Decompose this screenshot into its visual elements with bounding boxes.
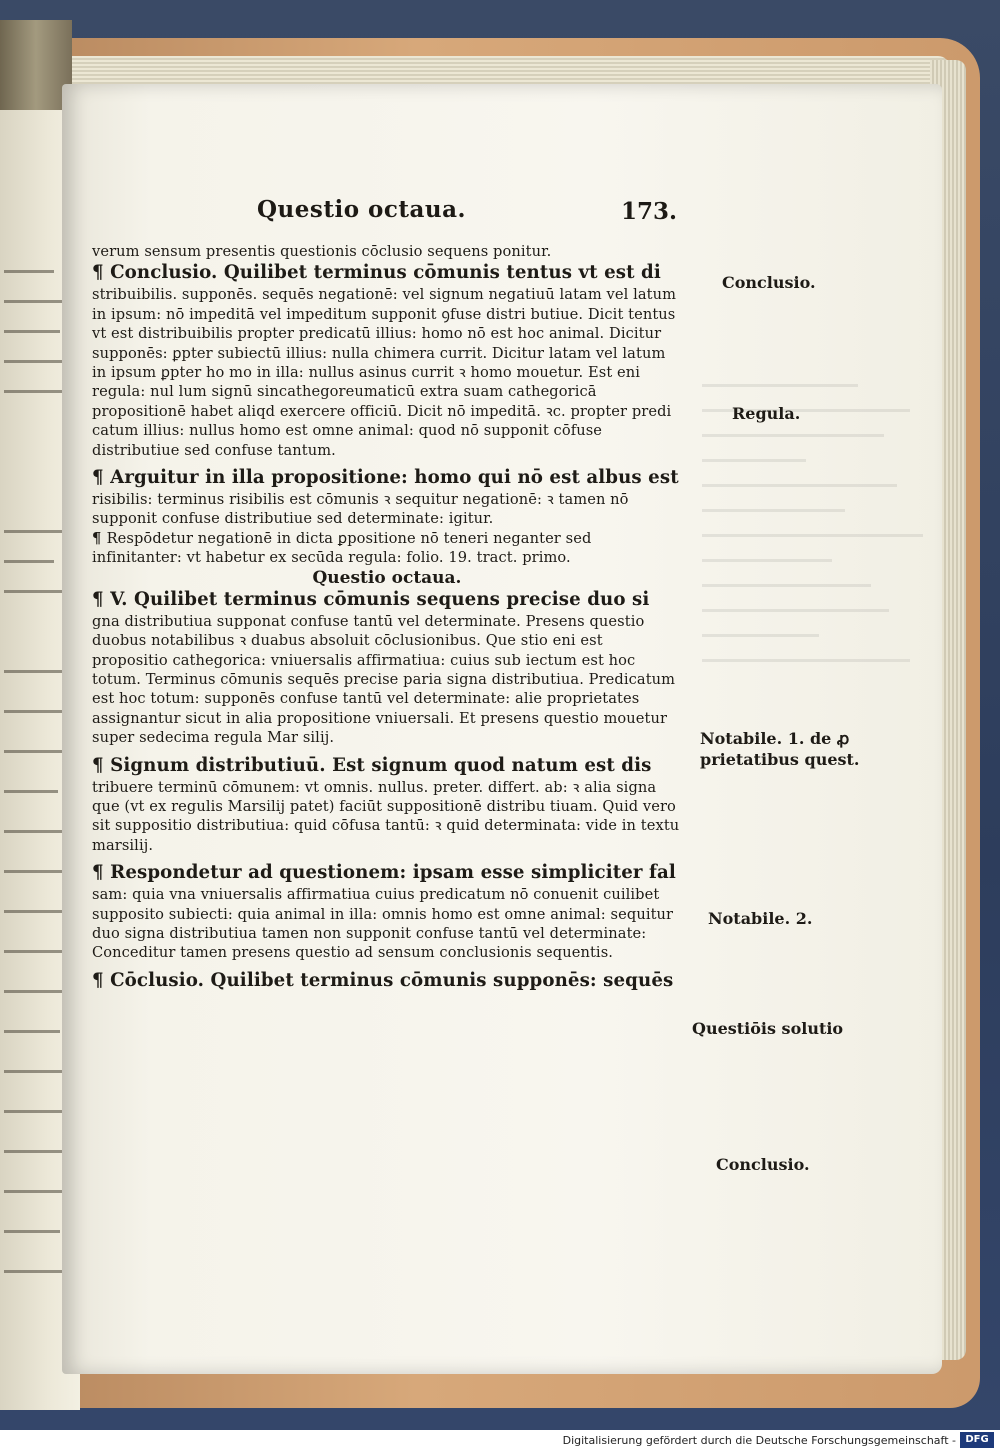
folio-number: 173. [621,198,678,225]
pilcrow-icon: ¶ [92,969,111,991]
show-through [702,384,962,1284]
funding-credit: Digitalisierung gefördert durch die Deutsche Forschungsgemeinschaft - [562,1434,956,1447]
pilcrow-icon: ¶ [92,529,107,547]
margin-note: Conclusio. [716,1155,810,1174]
paragraph-lead: ¶ Arguitur in illa propositione: homo qui nō est albus est [92,467,679,489]
margin-note: Notabile. 1. de ꝓ prietatibus quest. [700,729,860,769]
running-head: Questio octaua. [257,196,467,223]
paragraph: sam: quia vna vniuersalis affirmatiua cuius predicatum nō conuenit cuilibet supposito subiecti: quia animal in illa: omnis homo est omne animal: sequitur duo signa distributiua tamen non supponit confuse tantū vel determinate: Conceditur tamen presens questio ad sensum conclusionis sequentis. [92,886,674,962]
paragraph: risibilis: terminus risibilis est cōmunis ꝛ sequitur negationē: ꝛ tamen nō supponit confuse distributiue sed determinate: igitur. [92,491,629,528]
paragraph-lead: ¶ Respondetur ad questionem: ipsam esse simpliciter fal [92,862,676,884]
page-header [257,196,677,236]
pilcrow-icon: ¶ [92,588,111,610]
margin-note: Notabile. 2. [708,909,813,928]
margin-note: Questiōis solutio [692,1019,844,1038]
paragraph: gna distributiua supponat confuse tantū vel determinate. Presens questio duobus notabilibus ꝛ duabus absoluit cōclusionibus. Que stio eni est propositio cathegorica: vniuersalis affirmatiua: cuius sub iectum est hoc totum. Terminus cōmunis sequēs precise paria signa distributiua. Predicatum est hoc totum: supponēs confuse tantū vel determinate: alie proprietates assignantur sicut in alia propositione vniuersali. Et presens questio mouetur super sedecima regula Mar silij. [92,612,676,747]
margin-note: Conclusio. [722,273,816,292]
pilcrow-icon: ¶ [92,754,111,776]
paragraph: ¶ Respōdetur negationē in dicta ꝑpositione nō teneri neganter sed infinitanter: vt habetur ex secūda regula: folio. 19. tract. primo. [92,529,592,567]
paragraph-lead: ¶ Conclusio. Quilibet terminus cōmunis tentus vt est di [92,262,661,284]
text-column [92,242,682,993]
pilcrow-icon: ¶ [92,862,111,884]
margin-note: Regula. [732,404,801,423]
paragraph: stribuibilis. supponēs. sequēs negationē: vel signum negatiuū latam vel latum in ipsum: nō impeditā vel impeditum supponit ꝯfuse distri butiue. Dicit tentus vt est distribuibilis propter predicatū illius: homo nō est hoc animal. Dicitur supponēs: ꝑpter subiectū illius: nulla chimera currit. Dicitur latam vel latum in ipsum ꝑpter ho mo in illa: nullus asinus currit ꝛ homo mouetur. Est eni regula: nul lum signū sincathegoreumaticū extra suam cathegoricā propositionē habet aliqd exercere officiū. Dicit nō impeditā. ꝛc. propter predi catum illius: nullus homo est omne animal: quod nō supponit cōfuse distributiue sed confuse tantum. [92,286,677,459]
pilcrow-icon: ¶ [92,262,111,284]
dfg-logo: DFG [960,1432,994,1448]
paragraph-lead: ¶ Cōclusio. Quilibet terminus cōmunis supponēs: sequēs [92,969,674,991]
paragraph-lead: ¶ Signum distributiuū. Est signum quod natum est dis [92,754,652,776]
paragraph: verum sensum presentis questionis cōclusio sequens ponitur. [92,243,552,260]
paragraph: tribuere terminū cōmunem: vt omnis. nullus. preter. differt. ab: ꝛ alia signa que (vt ex regulis Marsilij patet) faciūt suppositionē distribu tiuam. Quid vero sit suppositio distributiua: quid cōfusa tantū: ꝛ quid determinata: vide in textu marsilij. [92,778,680,854]
pilcrow-icon: ¶ [92,467,111,489]
paragraph-lead: ¶ V. Quilibet terminus cōmunis sequens precise duo si [92,588,650,610]
section-heading: Questio octaua. [312,567,462,588]
